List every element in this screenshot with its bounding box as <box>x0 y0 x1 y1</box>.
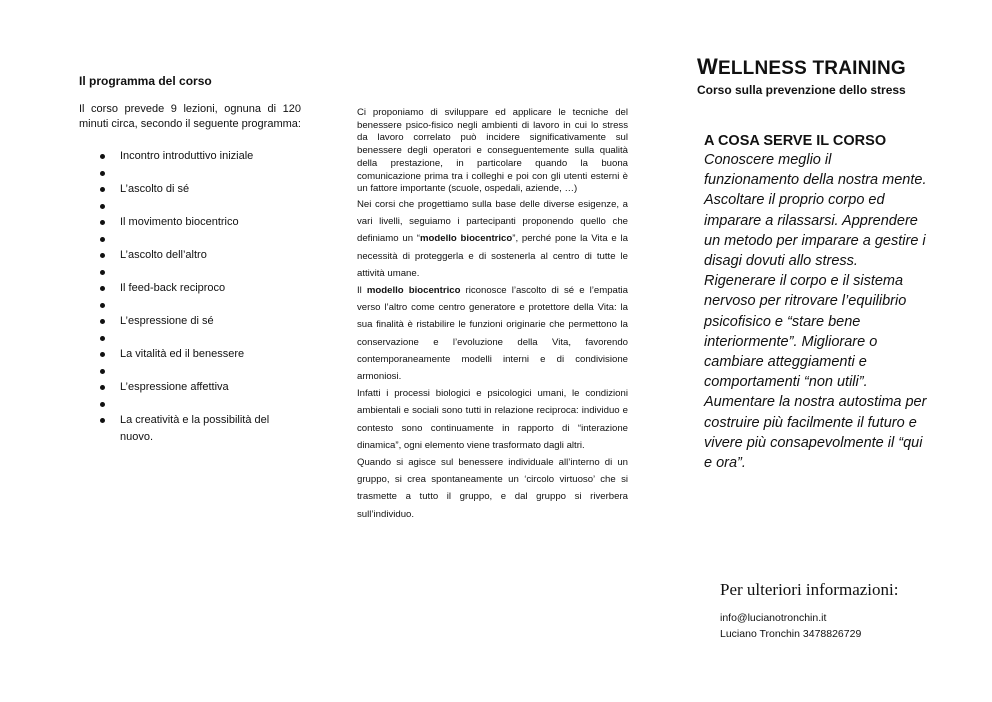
program-item: La creatività e la possibilità del nuovo. <box>79 412 301 445</box>
description-paragraph-4: Infatti i processi biologici e psicologici umani, le condizioni ambientali e sociali sono tutti in relazione reciproca: individuo e contesto sono continuamente in rapporto di “interazione dinamica”, ogni elemento viene trasformato dagli altri. <box>357 388 628 451</box>
paragraph-text: ”, perché pone la Vita e la necessità di proteggerla e di sostenerla al centro di tutte le attività umane. <box>357 233 628 279</box>
program-item: L’espressione affettiva <box>79 379 301 396</box>
description-column <box>357 107 628 523</box>
description-paragraph-3 <box>357 282 628 385</box>
title-rest: ELLNESS TRAINING <box>717 58 906 79</box>
program-item-empty <box>79 297 301 314</box>
description-paragraph-5: Quando si agisce sul benessere individuale all’interno di un gruppo, si crea spontaneamente un ‘circolo virtuoso’ che si trasmette a tutto il gruppo, e dal gruppo si riverbera sull’individuo. <box>357 456 628 520</box>
program-item: Il movimento biocentrico <box>79 214 301 231</box>
bold-term: modello biocentrico <box>420 233 513 245</box>
program-item: L’ascolto di sé <box>79 181 301 198</box>
program-item: Il feed-back reciproco <box>79 280 301 297</box>
program-item-empty <box>79 165 301 182</box>
paragraph-text: Il <box>357 284 367 296</box>
program-item-empty <box>79 264 301 281</box>
description-paragraph-2 <box>357 196 628 282</box>
program-intro: Il corso prevede 9 lezioni, ognuna di 120 minuti circa, secondo il seguente programma: <box>79 103 301 130</box>
program-list <box>79 148 301 445</box>
main-title <box>697 54 927 80</box>
program-item-empty <box>79 396 301 413</box>
program-heading: Il programma del corso <box>79 74 212 88</box>
paragraph-text: riconosce l’ascolto di sé e l’empatia verso l’altro come centro generatore e protettore della Vita: la sua finalità è ristabilire le funzioni originarie che permettono la conservazione e l’evoluzione della Vita, favorendo contemporaneamente modelli interni e di condivisione armoniosi. <box>357 284 629 382</box>
contact-phone: Luciano Tronchin 3478826729 <box>720 628 862 640</box>
program-item: L’ascolto dell’altro <box>79 247 301 264</box>
paragraph-text: Nei corsi che progettiamo sulla base delle diverse esigenze, a vari livelli, seguiamo i partecipanti proponendo quello che definiamo un “ <box>357 198 628 245</box>
program-item: L’espressione di sé <box>79 313 301 330</box>
contact-heading: Per ulteriori informazioni: <box>720 580 899 599</box>
contact-email: info@lucianotronchin.it <box>720 612 827 624</box>
bold-term: modello biocentrico <box>366 284 461 296</box>
program-item-empty <box>79 363 301 380</box>
program-item-empty <box>79 330 301 347</box>
program-item: Incontro introduttivo iniziale <box>79 148 301 165</box>
purpose-text: Conoscere meglio il funzionamento della nostra mente. Ascoltare il proprio corpo ed imparare a rilassarsi. Apprendere un metodo per imparare a gestire i disagi dovuti allo stress. Rigenerare il corpo e il sistema nervoso per ritrovare l’equilibrio psicofisico e “stare bene interiormente”. Migliorare o cambiare atteggiamenti e comportamenti “non utili”. Aumentare la nostra autostima per costruire più facilmente il futuro e vivere più consapevolmente il “qui e ora”. <box>704 152 927 472</box>
subtitle: Corso sulla prevenzione dello stress <box>697 83 906 97</box>
title-initial: W <box>697 54 718 79</box>
contact-block <box>720 580 950 642</box>
program-item-empty <box>79 198 301 215</box>
program-item-empty <box>79 231 301 248</box>
program-column <box>79 74 301 445</box>
program-item: La vitalità ed il benessere <box>79 346 301 363</box>
purpose-heading: A COSA SERVE IL CORSO <box>704 133 887 149</box>
description-paragraph-1: Ci proponiamo di sviluppare ed applicare le tecniche del benessere psico-fisico negli ambienti di lavoro in cui lo stress da lavoro correlato può incidere significativamente sul benessere degli operatori e conseguentemente sulla qualità della prestazione, in particolare quando la buona comunicazione prima tra i colleghi e poi con gli utenti esterni è un fattore importante (scuole, ospedali, aziende, …) <box>357 107 628 195</box>
cover-column <box>697 54 927 473</box>
